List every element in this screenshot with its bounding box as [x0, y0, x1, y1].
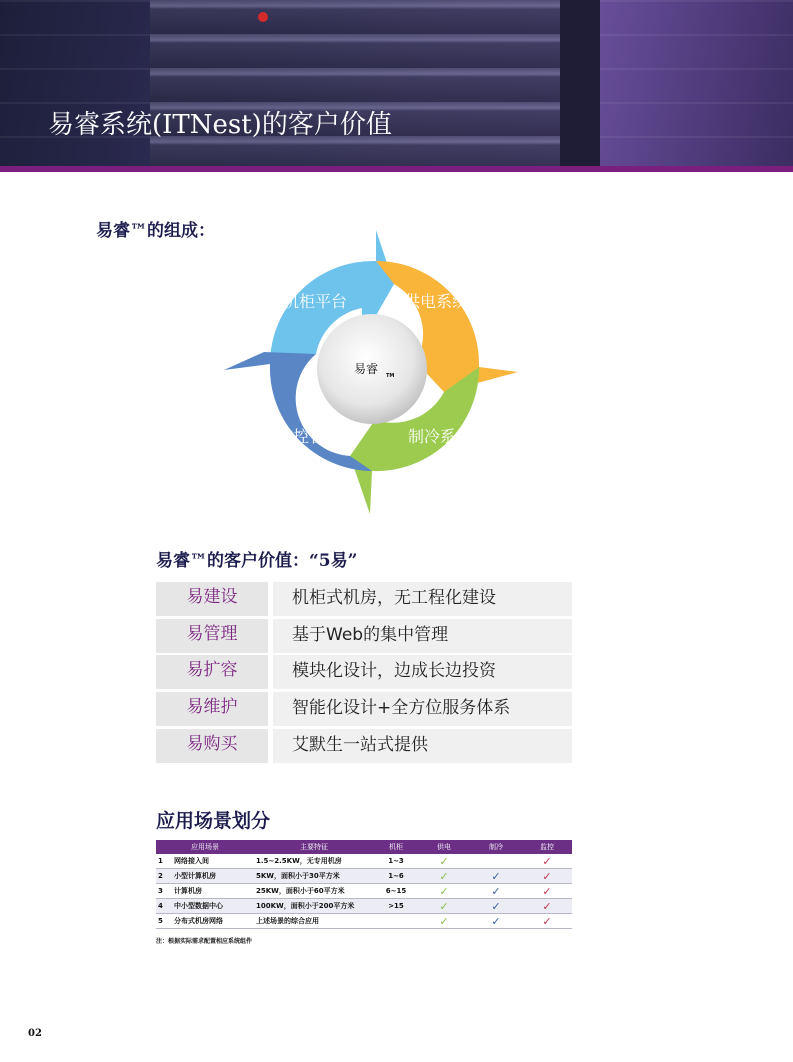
header-scene: 应用场景: [156, 840, 254, 854]
value-desc: 机柜式机房，无工程化建设: [273, 582, 572, 616]
scene-name: 中小型数据中心: [172, 899, 254, 914]
value-desc: 模块化设计，边成长边投资: [273, 655, 572, 689]
monitoring-check: ✓: [522, 884, 572, 899]
power-check: ✓: [418, 914, 470, 929]
header-power: 供电: [418, 840, 470, 854]
value-key: 易购买: [156, 729, 268, 763]
power-check: ✓: [418, 869, 470, 884]
value-row: [156, 729, 572, 763]
composition-title: 易睿™的组成：: [96, 221, 215, 241]
power-indicator-image: [258, 12, 268, 22]
power-check: ✓: [418, 884, 470, 899]
header-cabinet: 机柜: [374, 840, 418, 854]
value-key: 易扩容: [156, 655, 268, 689]
value-key: 易维护: [156, 692, 268, 726]
header-feature: 主要特征: [254, 840, 374, 854]
server-rack-image: [150, 0, 590, 168]
value-row: [156, 582, 572, 616]
scenario-row: [156, 869, 572, 884]
cabinet-count: 1~3: [374, 854, 418, 869]
scene-name: 计算机房: [172, 884, 254, 899]
cabinet-count: 1~6: [374, 869, 418, 884]
header-cooling: 制冷: [470, 840, 522, 854]
server-rack-edge: [560, 0, 600, 168]
center-tm-label: TM: [386, 373, 395, 379]
value-desc: 基于Web的集中管理: [273, 619, 572, 653]
scenario-title: 应用场景划分: [156, 810, 271, 832]
cabinet-count: [374, 914, 418, 929]
scene-feature: 上述场景的综合应用: [254, 914, 374, 929]
scenario-table: [156, 840, 572, 929]
scene-feature: 1.5~2.5KW，无专用机房: [254, 854, 374, 869]
page-title: 易睿系统(ITNest)的客户价值: [48, 110, 392, 140]
footnote: 注：根据实际需求配置相应系统组件: [156, 938, 253, 945]
scenario-header-row: [156, 840, 572, 854]
row-number: 5: [156, 914, 172, 929]
segment-label-cabinet: 机柜平台: [282, 292, 348, 311]
page-number: 02: [28, 1028, 42, 1039]
scenario-row: [156, 884, 572, 899]
value-key: 易管理: [156, 619, 268, 653]
value-row: [156, 619, 572, 653]
value-desc: 艾默生一站式提供: [273, 729, 572, 763]
composition-cycle-diagram: [220, 224, 525, 519]
monitoring-check: ✓: [522, 869, 572, 884]
row-number: 4: [156, 899, 172, 914]
segment-label-power: 供电系统: [403, 292, 469, 311]
power-check: ✓: [418, 854, 470, 869]
cooling-check: [470, 854, 522, 869]
segment-label-cooling: 制冷系统: [407, 427, 473, 446]
monitoring-check: ✓: [522, 914, 572, 929]
scenario-row: [156, 914, 572, 929]
cabinet-count: 6~15: [374, 884, 418, 899]
monitoring-check: ✓: [522, 854, 572, 869]
value-row: [156, 655, 572, 689]
value-desc: 智能化设计+全方位服务体系: [273, 692, 572, 726]
segment-label-monitoring: 监控管理: [276, 427, 342, 446]
power-check: ✓: [418, 899, 470, 914]
value-title: 易睿™的客户价值：“5易”: [156, 551, 358, 571]
scenario-row: [156, 899, 572, 914]
scene-name: 网络接入间: [172, 854, 254, 869]
row-number: 1: [156, 854, 172, 869]
row-number: 3: [156, 884, 172, 899]
scene-name: 分布式机房网络: [172, 914, 254, 929]
cabinet-count: >15: [374, 899, 418, 914]
cooling-check: ✓: [470, 869, 522, 884]
cooling-check: ✓: [470, 884, 522, 899]
cooling-check: ✓: [470, 899, 522, 914]
scene-feature: 100KW，面积小于200平方米: [254, 899, 374, 914]
center-label: 易睿: [353, 362, 379, 376]
header-monitoring: 监控: [522, 840, 572, 854]
scene-feature: 5KW，面积小于30平方米: [254, 869, 374, 884]
scene-name: 小型计算机房: [172, 869, 254, 884]
value-key: 易建设: [156, 582, 268, 616]
scenario-row: [156, 854, 572, 869]
header-banner: [0, 0, 793, 168]
row-number: 2: [156, 869, 172, 884]
cooling-check: ✓: [470, 914, 522, 929]
scene-feature: 25KW，面积小于60平方米: [254, 884, 374, 899]
header-divider: [0, 166, 793, 172]
monitoring-check: ✓: [522, 899, 572, 914]
value-row: [156, 692, 572, 726]
